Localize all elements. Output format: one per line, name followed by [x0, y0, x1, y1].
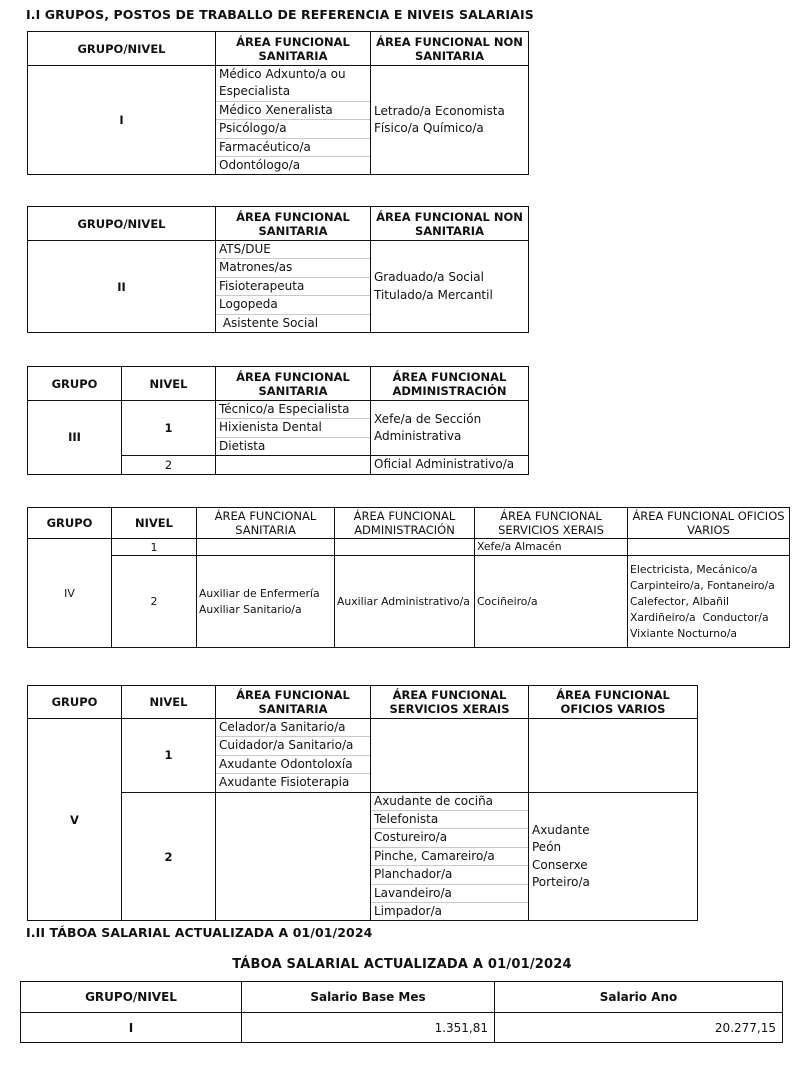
list-item: Farmacéutico/a: [216, 139, 370, 157]
header-area-administracion: ÁREA FUNCIONAL ADMINISTRACIÓN: [335, 508, 475, 539]
sanitaria-list: [216, 241, 370, 332]
header-area-administracion: ÁREA FUNCIONAL ADMINISTRACIÓN: [371, 367, 529, 401]
list-item: Cuidador/a Sanitario/a: [216, 737, 370, 755]
list-item: Costureiro/a: [371, 829, 528, 847]
header-nivel: NIVEL: [112, 508, 197, 539]
salario-ano-cell: 20.277,15: [495, 1013, 783, 1043]
list-item: Peón: [532, 840, 562, 855]
group-label: III: [28, 401, 122, 475]
list-item: Médico Adxunto/a ou: [219, 67, 346, 81]
list-item: Calefector, Albañil: [630, 594, 730, 608]
list-item: Titulado/a Mercantil: [374, 287, 493, 302]
list-item: Xefe/a Almacén: [477, 540, 562, 553]
list-item: Especialista: [216, 83, 370, 101]
list-item: Axudante Fisioterapia: [219, 775, 350, 790]
header-area-sanitaria: ÁREA FUNCIONAL SANITARIA: [216, 207, 371, 241]
list-item: Cociñeiro/a: [477, 594, 538, 608]
servicios-xerais-list: [371, 793, 528, 921]
list-item: Lavandeiro/a: [371, 885, 528, 903]
list-item: Graduado/a Social: [374, 270, 484, 285]
list-item: Fisioterapeuta: [216, 278, 370, 296]
list-item: Axudante de cociña: [371, 793, 528, 811]
list-item: Logopeda: [216, 296, 370, 314]
group-cell: I: [21, 1013, 242, 1043]
header-area-sanitaria: ÁREA FUNCIONAL SANITARIA: [216, 32, 371, 66]
header-grupo-nivel: GRUPO/NIVEL: [28, 207, 216, 241]
list-item: Auxiliar de Enfermería: [199, 586, 320, 600]
header-grupo-nivel: GRUPO/NIVEL: [28, 32, 216, 66]
header-area-sanitaria: ÁREA FUNCIONAL SANITARIA: [197, 508, 335, 539]
list-item: Médico Xeneralista: [216, 102, 370, 120]
group-label: II: [28, 241, 216, 333]
nivel-label: 2: [122, 792, 216, 921]
header-grupo-nivel: GRUPO/NIVEL: [21, 982, 242, 1013]
sanitaria-list: [216, 719, 370, 792]
sanitaria-list: [216, 401, 370, 455]
list-item: Electricista, Mecánico/a: [630, 562, 758, 576]
nivel-label: 1: [122, 719, 216, 793]
header-nivel: NIVEL: [122, 367, 216, 401]
group-label: I: [28, 66, 216, 175]
list-item: Letrado/a Economista: [374, 103, 505, 118]
header-area-servicios-xerais: ÁREA FUNCIONAL SERVICIOS XERAIS: [371, 686, 529, 719]
header-salario-ano: Salario Ano: [495, 982, 783, 1013]
header-area-non-sanitaria: ÁREA FUNCIONAL NON SANITARIA: [371, 32, 529, 66]
nivel-label: 1: [122, 401, 216, 456]
header-grupo: GRUPO: [28, 367, 122, 401]
sanitaria-list: [216, 66, 370, 174]
list-item: Odontólogo/a: [219, 158, 301, 173]
salario-base-mes-cell: 1.351,81: [242, 1013, 495, 1043]
header-area-oficios-varios: ÁREA FUNCIONAL OFICIOS VARIOS: [529, 686, 698, 719]
header-area-sanitaria: ÁREA FUNCIONAL SANITARIA: [216, 686, 371, 719]
group-label: IV: [28, 539, 112, 648]
section-heading: I.I GRUPOS, POSTOS DE TRABALLO DE REFERENCIA E NIVEIS SALARIAIS: [26, 7, 534, 22]
list-item: Matrones/as: [216, 259, 370, 277]
list-item: Celador/a Sanitario/a: [216, 719, 370, 737]
header-salario-base-mes: Salario Base Mes: [242, 982, 495, 1013]
table-row: [21, 1013, 783, 1043]
group-ii-table: [27, 206, 529, 333]
list-item: Hixienista Dental: [216, 419, 370, 437]
list-item: ATS/DUE: [216, 241, 370, 259]
nivel-label: 2: [122, 456, 216, 474]
list-item: Xefe/a de Sección: [374, 411, 482, 426]
salary-table: [20, 981, 783, 1043]
list-item: Pinche, Camareiro/a: [371, 848, 528, 866]
list-item: Carpinteiro/a, Fontaneiro/a: [630, 578, 775, 592]
header-area-oficios-varios: ÁREA FUNCIONAL OFICIOS VARIOS: [628, 508, 790, 539]
list-item: Planchador/a: [371, 866, 528, 884]
group-label: V: [28, 719, 122, 921]
list-item: Telefonista: [371, 811, 528, 829]
list-item: Técnico/a Especialista: [216, 401, 370, 419]
nivel-label: 2: [112, 556, 197, 648]
section-heading: I.II TÁBOA SALARIAL ACTUALIZADA A 01/01/2024: [26, 925, 373, 940]
header-grupo: GRUPO: [28, 508, 112, 539]
group-v-table: [27, 685, 698, 921]
list-item: Porteiro/a: [532, 874, 590, 889]
list-item: Xardiñeiro/a Conductor/a: [630, 610, 769, 624]
list-item: Psicólogo/a: [216, 120, 370, 138]
list-item: Axudante: [532, 822, 590, 837]
list-item: Físico/a Químico/a: [374, 121, 484, 136]
list-item: Dietista: [219, 438, 266, 453]
list-item: Conserxe: [532, 857, 588, 872]
header-area-non-sanitaria: ÁREA FUNCIONAL NON SANITARIA: [371, 207, 529, 241]
list-item: Vixiante Nocturno/a: [630, 626, 737, 640]
nivel-label: 1: [112, 539, 197, 556]
salary-table-caption: TÁBOA SALARIAL ACTUALIZADA A 01/01/2024: [232, 957, 572, 972]
list-item: Asistente Social: [219, 315, 319, 330]
list-item: Auxiliar Administrativo/a: [337, 594, 470, 608]
header-area-servicios-xerais: ÁREA FUNCIONAL SERVICIOS XERAIS: [475, 508, 628, 539]
list-item: Oficial Administrativo/a: [374, 457, 515, 472]
list-item: Axudante Odontoloxía: [216, 756, 370, 774]
list-item: Auxiliar Sanitario/a: [199, 602, 302, 616]
list-item: Administrativa: [374, 429, 462, 444]
group-i-table: [27, 31, 529, 175]
group-iii-table: [27, 366, 529, 475]
list-item: Limpador/a: [374, 904, 442, 919]
group-iv-table: [27, 507, 790, 648]
header-nivel: NIVEL: [122, 686, 216, 719]
header-area-sanitaria: ÁREA FUNCIONAL SANITARIA: [216, 367, 371, 401]
header-grupo: GRUPO: [28, 686, 122, 719]
